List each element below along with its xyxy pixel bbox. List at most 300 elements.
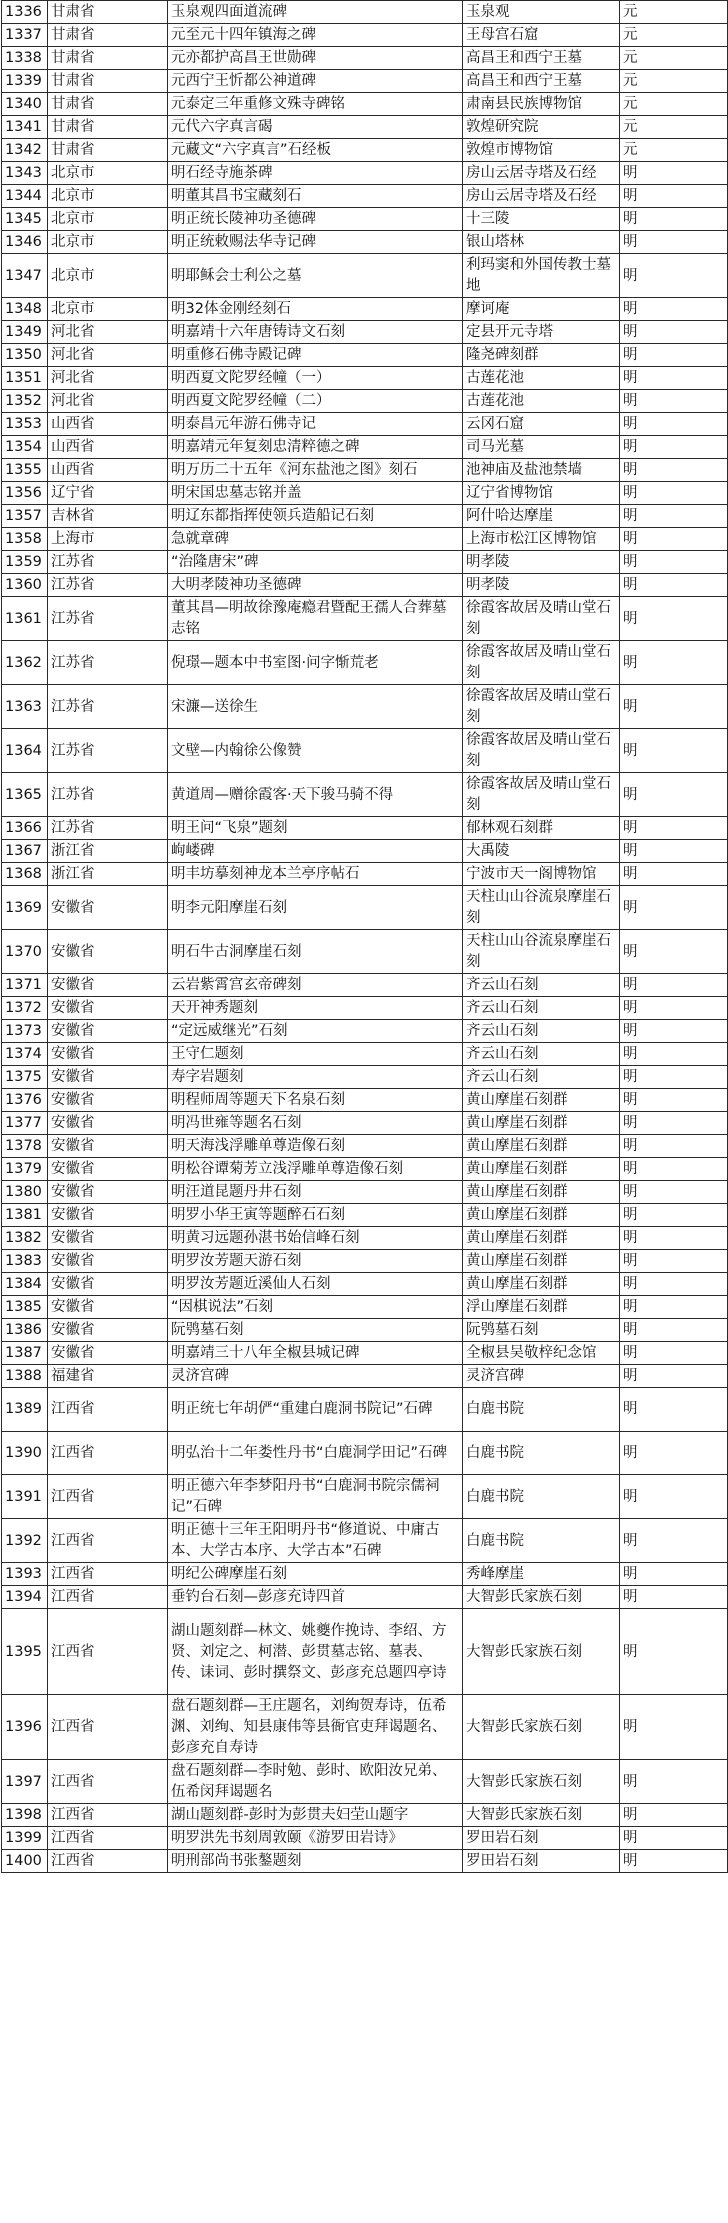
table-row: [2, 321, 728, 344]
cell-era: 明: [620, 390, 728, 413]
cell-location: 齐云山石刻: [463, 1043, 620, 1066]
cell-location: 阮鸮墓石刻: [463, 1319, 620, 1342]
cell-name: 明汪道昆题丹井石刻: [168, 1181, 463, 1204]
cell-location: 古莲花池: [463, 390, 620, 413]
cell-name: 明石经寺施茶碑: [168, 162, 463, 185]
cell-name: 灵济宫碑: [168, 1365, 463, 1388]
cell-province: 江苏省: [48, 773, 168, 817]
cell-location: 郁林观石刻群: [463, 817, 620, 840]
cell-number: 1387: [2, 1342, 48, 1365]
cell-location: 上海市松江区博物馆: [463, 528, 620, 551]
table-row: [2, 1431, 728, 1475]
cell-name: 天开神秀题刻: [168, 997, 463, 1020]
cell-name: 董其昌—明故徐豫庵瘾君暨配王孺人合葬墓志铭: [168, 597, 463, 641]
table-row: [2, 886, 728, 930]
table-row: [2, 139, 728, 162]
cell-era: 明: [620, 997, 728, 1020]
cell-era: 明: [620, 505, 728, 528]
cell-name: 倪璟—题本中书室图·问字惭荒老: [168, 641, 463, 685]
cell-province: 甘肃省: [48, 139, 168, 162]
cell-location: 黄山摩崖石刻群: [463, 1227, 620, 1250]
cell-number: 1380: [2, 1181, 48, 1204]
table-row: [2, 1112, 728, 1135]
cell-era: 明: [620, 436, 728, 459]
cell-name: 明罗汝芳题天游石刻: [168, 1250, 463, 1273]
cell-number: 1386: [2, 1319, 48, 1342]
cell-era: 明: [620, 1609, 728, 1695]
cell-era: 明: [620, 1204, 728, 1227]
cell-location: 宁波市天一阁博物馆: [463, 863, 620, 886]
table-row: [2, 528, 728, 551]
cell-province: 江西省: [48, 1563, 168, 1586]
cell-number: 1371: [2, 974, 48, 997]
cell-province: 浙江省: [48, 840, 168, 863]
table-row: [2, 436, 728, 459]
cell-location: 辽宁省博物馆: [463, 482, 620, 505]
cell-location: 齐云山石刻: [463, 974, 620, 997]
cell-name: 寿字岩题刻: [168, 1066, 463, 1089]
cell-name: 明罗汝芳题近溪仙人石刻: [168, 1273, 463, 1296]
cell-name: 岣嵝碑: [168, 840, 463, 863]
cell-era: 元: [620, 1, 728, 24]
cell-name: 明西夏文陀罗经幢（二）: [168, 390, 463, 413]
cell-name: 明正德十三年王阳明丹书“修道说、中庸古本、大学古本序、大学古本”石碑: [168, 1519, 463, 1563]
cell-province: 安徽省: [48, 1020, 168, 1043]
cell-name: 明丰坊摹刻神龙本兰亭序帖石: [168, 863, 463, 886]
cell-location: 高昌王和西宁王墓: [463, 70, 620, 93]
table-row: [2, 997, 728, 1020]
cell-era: 明: [620, 231, 728, 254]
table-row: [2, 574, 728, 597]
cell-province: 江西省: [48, 1850, 168, 1873]
table-row: [2, 1319, 728, 1342]
cell-era: 明: [620, 597, 728, 641]
table-row: [2, 482, 728, 505]
cell-province: 江苏省: [48, 641, 168, 685]
cell-number: 1337: [2, 24, 48, 47]
table-row: [2, 1850, 728, 1873]
cell-era: 明: [620, 528, 728, 551]
cell-name: 盘石题刻群—李时勉、彭时、欧阳汝兄弟、伍希闵拜谒题名: [168, 1760, 463, 1804]
cell-name: 明耶稣会士利公之墓: [168, 254, 463, 298]
cell-location: 定县开元寺塔: [463, 321, 620, 344]
cell-number: 1364: [2, 729, 48, 773]
cell-number: 1374: [2, 1043, 48, 1066]
cell-era: 明: [620, 321, 728, 344]
cell-name: 明正统七年胡俨“重建白鹿洞书院记”石碑: [168, 1388, 463, 1432]
cell-location: 徐霞客故居及晴山堂石刻: [463, 641, 620, 685]
cell-number: 1378: [2, 1135, 48, 1158]
cell-name: 黄道周—赠徐霞客·天下骏马骑不得: [168, 773, 463, 817]
cell-era: 明: [620, 1319, 728, 1342]
cell-location: 黄山摩崖石刻群: [463, 1089, 620, 1112]
cell-location: 明孝陵: [463, 551, 620, 574]
cell-location: 徐霞客故居及晴山堂石刻: [463, 597, 620, 641]
cell-location: 白鹿书院: [463, 1388, 620, 1432]
cell-number: 1399: [2, 1827, 48, 1850]
table-row: [2, 974, 728, 997]
cell-province: 河北省: [48, 344, 168, 367]
cell-era: 明: [620, 1475, 728, 1519]
cell-era: 明: [620, 1563, 728, 1586]
cell-number: 1365: [2, 773, 48, 817]
cell-name: 云岩紫霄宫玄帝碑刻: [168, 974, 463, 997]
cell-location: 明孝陵: [463, 574, 620, 597]
cell-location: 肃南县民族博物馆: [463, 93, 620, 116]
cell-province: 江西省: [48, 1388, 168, 1432]
cell-number: 1395: [2, 1609, 48, 1695]
cell-name: 明王问“飞泉”题刻: [168, 817, 463, 840]
cell-number: 1390: [2, 1431, 48, 1475]
cell-name: 明弘治十二年娄性丹书“白鹿洞学田记”石碑: [168, 1431, 463, 1475]
cell-number: 1368: [2, 863, 48, 886]
cell-era: 明: [620, 162, 728, 185]
cell-name: 元至元十四年镇海之碑: [168, 24, 463, 47]
table-row: [2, 840, 728, 863]
table-row: [2, 1519, 728, 1563]
cell-era: 明: [620, 817, 728, 840]
cell-province: 安徽省: [48, 974, 168, 997]
cell-number: 1353: [2, 413, 48, 436]
cell-location: 黄山摩崖石刻群: [463, 1158, 620, 1181]
cell-era: 明: [620, 685, 728, 729]
cell-name: 明李元阳摩崖石刻: [168, 886, 463, 930]
cell-number: 1341: [2, 116, 48, 139]
cell-number: 1363: [2, 685, 48, 729]
cell-name: 明宋国忠墓志铭并盖: [168, 482, 463, 505]
cell-era: 明: [620, 1586, 728, 1609]
cell-name: 明西夏文陀罗经幢（一）: [168, 367, 463, 390]
cell-number: 1384: [2, 1273, 48, 1296]
heritage-table: [1, 0, 728, 1873]
cell-province: 安徽省: [48, 1227, 168, 1250]
cell-name: 明万历二十五年《河东盐池之图》刻石: [168, 459, 463, 482]
cell-province: 江西省: [48, 1431, 168, 1475]
cell-era: 明: [620, 1804, 728, 1827]
table-row: [2, 254, 728, 298]
cell-era: 元: [620, 93, 728, 116]
cell-era: 明: [620, 1020, 728, 1043]
cell-era: 明: [620, 1181, 728, 1204]
cell-location: 大智彭氏家族石刻: [463, 1586, 620, 1609]
cell-number: 1336: [2, 1, 48, 24]
cell-number: 1348: [2, 298, 48, 321]
cell-province: 福建省: [48, 1365, 168, 1388]
cell-era: 元: [620, 139, 728, 162]
table-row: [2, 413, 728, 436]
cell-era: 明: [620, 1250, 728, 1273]
cell-number: 1370: [2, 930, 48, 974]
cell-number: 1398: [2, 1804, 48, 1827]
cell-number: 1356: [2, 482, 48, 505]
cell-number: 1344: [2, 185, 48, 208]
cell-name: 明黄习远题孙湛书始信峰石刻: [168, 1227, 463, 1250]
cell-era: 明: [620, 1342, 728, 1365]
cell-number: 1359: [2, 551, 48, 574]
cell-province: 安徽省: [48, 1342, 168, 1365]
cell-era: 明: [620, 930, 728, 974]
cell-location: 玉泉观: [463, 1, 620, 24]
cell-number: 1382: [2, 1227, 48, 1250]
cell-province: 安徽省: [48, 1158, 168, 1181]
cell-name: 盘石题刻群—王庄题名，刘绚贺寿诗，伍希渊、刘绚、知县康伟等县衙官吏拜谒题名、彭彦充自寿诗: [168, 1695, 463, 1760]
cell-province: 安徽省: [48, 1319, 168, 1342]
cell-number: 1362: [2, 641, 48, 685]
cell-number: 1346: [2, 231, 48, 254]
cell-name: 明程师周等题天下名泉石刻: [168, 1089, 463, 1112]
cell-number: 1391: [2, 1475, 48, 1519]
cell-era: 明: [620, 729, 728, 773]
table-row: [2, 1609, 728, 1695]
cell-province: 北京市: [48, 162, 168, 185]
cell-province: 北京市: [48, 185, 168, 208]
cell-location: 齐云山石刻: [463, 1020, 620, 1043]
table-row: [2, 817, 728, 840]
cell-name: 文壁—内翰徐公像赞: [168, 729, 463, 773]
cell-name: 明辽东都指挥使领兵造船记石刻: [168, 505, 463, 528]
table-body: [2, 1, 728, 1873]
cell-number: 1361: [2, 597, 48, 641]
cell-number: 1373: [2, 1020, 48, 1043]
cell-name: 宋濂—送徐生: [168, 685, 463, 729]
table-row: [2, 298, 728, 321]
cell-location: 徐霞客故居及晴山堂石刻: [463, 773, 620, 817]
table-row: [2, 185, 728, 208]
cell-number: 1379: [2, 1158, 48, 1181]
cell-location: 灵济宫碑: [463, 1365, 620, 1388]
cell-number: 1342: [2, 139, 48, 162]
cell-province: 吉林省: [48, 505, 168, 528]
cell-name: 明嘉靖元年复刻忠清粹德之碑: [168, 436, 463, 459]
table-row: [2, 930, 728, 974]
cell-location: 秀峰摩崖: [463, 1563, 620, 1586]
cell-province: 安徽省: [48, 1204, 168, 1227]
table-row: [2, 685, 728, 729]
cell-era: 明: [620, 551, 728, 574]
cell-province: 安徽省: [48, 997, 168, 1020]
table-row: [2, 367, 728, 390]
cell-era: 元: [620, 24, 728, 47]
cell-province: 浙江省: [48, 863, 168, 886]
cell-province: 甘肃省: [48, 24, 168, 47]
cell-province: 山西省: [48, 459, 168, 482]
cell-name: 明正统敕赐法华寺记碑: [168, 231, 463, 254]
cell-era: 明: [620, 482, 728, 505]
cell-province: 安徽省: [48, 1273, 168, 1296]
table-row: [2, 1475, 728, 1519]
table-row: [2, 1760, 728, 1804]
cell-name: 明正德六年李梦阳丹书“白鹿洞书院宗儒祠记”石碑: [168, 1475, 463, 1519]
table-row: [2, 1273, 728, 1296]
cell-era: 明: [620, 254, 728, 298]
cell-number: 1366: [2, 817, 48, 840]
cell-location: 房山云居寺塔及石经: [463, 185, 620, 208]
cell-name: 明泰昌元年游石佛寺记: [168, 413, 463, 436]
cell-name: 明重修石佛寺殿记碑: [168, 344, 463, 367]
cell-era: 明: [620, 1089, 728, 1112]
table-row: [2, 1365, 728, 1388]
cell-name: “因棋说法”石刻: [168, 1296, 463, 1319]
cell-location: 白鹿书院: [463, 1519, 620, 1563]
cell-province: 江苏省: [48, 817, 168, 840]
table-row: [2, 729, 728, 773]
cell-location: 黄山摩崖石刻群: [463, 1112, 620, 1135]
table-row: [2, 344, 728, 367]
cell-number: 1369: [2, 886, 48, 930]
cell-number: 1352: [2, 390, 48, 413]
cell-era: 明: [620, 1273, 728, 1296]
cell-number: 1355: [2, 459, 48, 482]
cell-province: 安徽省: [48, 1250, 168, 1273]
cell-location: 大智彭氏家族石刻: [463, 1804, 620, 1827]
table-row: [2, 1342, 728, 1365]
cell-province: 安徽省: [48, 1043, 168, 1066]
table-row: [2, 47, 728, 70]
cell-number: 1377: [2, 1112, 48, 1135]
cell-name: 明罗洪先书刻周敦颐《游罗田岩诗》: [168, 1827, 463, 1850]
cell-province: 江西省: [48, 1475, 168, 1519]
cell-location: 齐云山石刻: [463, 997, 620, 1020]
cell-name: “定远威继光”石刻: [168, 1020, 463, 1043]
cell-province: 安徽省: [48, 886, 168, 930]
table-row: [2, 1181, 728, 1204]
cell-name: 玉泉观四面道流碑: [168, 1, 463, 24]
cell-era: 明: [620, 1158, 728, 1181]
table-row: [2, 1, 728, 24]
cell-name: 元西宁王忻都公神道碑: [168, 70, 463, 93]
cell-location: 摩诃庵: [463, 298, 620, 321]
cell-location: 齐云山石刻: [463, 1066, 620, 1089]
cell-number: 1354: [2, 436, 48, 459]
cell-era: 元: [620, 116, 728, 139]
table-row: [2, 597, 728, 641]
cell-name: 明松谷谭菊芳立浅浮雕单尊造像石刻: [168, 1158, 463, 1181]
cell-province: 北京市: [48, 231, 168, 254]
cell-name: 阮鸮墓石刻: [168, 1319, 463, 1342]
cell-name: 明石牛古洞摩崖石刻: [168, 930, 463, 974]
cell-number: 1339: [2, 70, 48, 93]
cell-province: 北京市: [48, 298, 168, 321]
cell-name: 明正统长陵神功圣德碑: [168, 208, 463, 231]
cell-province: 甘肃省: [48, 1, 168, 24]
table-row: [2, 1158, 728, 1181]
cell-province: 上海市: [48, 528, 168, 551]
cell-location: 全椒县吴敬梓纪念馆: [463, 1342, 620, 1365]
cell-province: 江西省: [48, 1804, 168, 1827]
cell-province: 安徽省: [48, 1135, 168, 1158]
cell-era: 明: [620, 773, 728, 817]
cell-era: 明: [620, 344, 728, 367]
cell-province: 江苏省: [48, 551, 168, 574]
cell-province: 江西省: [48, 1609, 168, 1695]
table-row: [2, 1695, 728, 1760]
cell-number: 1388: [2, 1365, 48, 1388]
cell-era: 元: [620, 47, 728, 70]
cell-province: 江西省: [48, 1519, 168, 1563]
table-row: [2, 162, 728, 185]
cell-number: 1340: [2, 93, 48, 116]
cell-province: 河北省: [48, 390, 168, 413]
cell-location: 徐霞客故居及晴山堂石刻: [463, 685, 620, 729]
table-row: [2, 208, 728, 231]
cell-name: 明纪公碑摩崖石刻: [168, 1563, 463, 1586]
cell-number: 1345: [2, 208, 48, 231]
cell-era: 明: [620, 367, 728, 390]
cell-name: 明罗小华王寅等题醉石石刻: [168, 1204, 463, 1227]
cell-number: 1383: [2, 1250, 48, 1273]
cell-name: 元泰定三年重修文殊寺碑铭: [168, 93, 463, 116]
cell-name: 明天海浅浮雕单尊造像石刻: [168, 1135, 463, 1158]
cell-province: 江苏省: [48, 729, 168, 773]
cell-name: 明嘉靖三十八年全椒县城记碑: [168, 1342, 463, 1365]
table-row: [2, 505, 728, 528]
cell-location: 白鹿书院: [463, 1431, 620, 1475]
cell-location: 白鹿书院: [463, 1475, 620, 1519]
table-row: [2, 1388, 728, 1432]
cell-era: 明: [620, 1695, 728, 1760]
table-row: [2, 1204, 728, 1227]
cell-location: 敦煌市博物馆: [463, 139, 620, 162]
cell-location: 利玛窦和外国传教士墓地: [463, 254, 620, 298]
cell-number: 1375: [2, 1066, 48, 1089]
cell-province: 江苏省: [48, 597, 168, 641]
cell-location: 王母宫石窟: [463, 24, 620, 47]
cell-location: 黄山摩崖石刻群: [463, 1250, 620, 1273]
cell-number: 1376: [2, 1089, 48, 1112]
cell-number: 1357: [2, 505, 48, 528]
cell-era: 明: [620, 1850, 728, 1873]
cell-location: 司马光墓: [463, 436, 620, 459]
table-row: [2, 93, 728, 116]
cell-name: 元代六字真言碣: [168, 116, 463, 139]
cell-location: 大智彭氏家族石刻: [463, 1695, 620, 1760]
cell-number: 1392: [2, 1519, 48, 1563]
table-row: [2, 390, 728, 413]
table-row: [2, 24, 728, 47]
cell-name: 元亦都护高昌王世勋碑: [168, 47, 463, 70]
cell-name: 元藏文“六字真言”石经板: [168, 139, 463, 162]
table-row: [2, 1043, 728, 1066]
cell-era: 明: [620, 974, 728, 997]
cell-era: 明: [620, 1135, 728, 1158]
table-row: [2, 70, 728, 93]
table-row: [2, 1563, 728, 1586]
cell-province: 河北省: [48, 321, 168, 344]
cell-province: 安徽省: [48, 930, 168, 974]
cell-province: 山西省: [48, 413, 168, 436]
cell-number: 1347: [2, 254, 48, 298]
cell-name: 王守仁题刻: [168, 1043, 463, 1066]
cell-era: 明: [620, 1827, 728, 1850]
cell-province: 甘肃省: [48, 47, 168, 70]
table-row: [2, 1089, 728, 1112]
table-row: [2, 1586, 728, 1609]
cell-location: 敦煌研究院: [463, 116, 620, 139]
cell-province: 江西省: [48, 1695, 168, 1760]
table-row: [2, 1804, 728, 1827]
cell-province: 江西省: [48, 1827, 168, 1850]
cell-province: 甘肃省: [48, 116, 168, 139]
cell-location: 黄山摩崖石刻群: [463, 1135, 620, 1158]
cell-number: 1393: [2, 1563, 48, 1586]
cell-location: 阿什哈达摩崖: [463, 505, 620, 528]
cell-province: 安徽省: [48, 1112, 168, 1135]
cell-location: 隆尧碑刻群: [463, 344, 620, 367]
cell-number: 1397: [2, 1760, 48, 1804]
table-row: [2, 773, 728, 817]
cell-number: 1343: [2, 162, 48, 185]
cell-era: 元: [620, 70, 728, 93]
